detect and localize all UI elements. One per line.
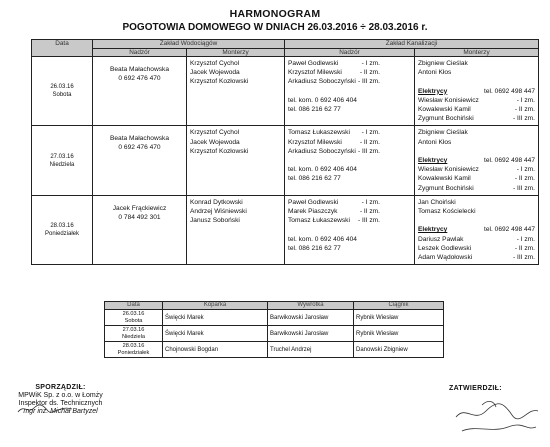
equipment-row [105,310,444,326]
handwritten-signature-right [452,397,542,437]
woda-nadzor-line: 0 692 476 470 [118,75,161,82]
elektryk-role: - III zm. [513,184,536,192]
document-title: HARMONOGRAM [229,8,321,20]
equipment-koparka: Święcki Marek [163,326,268,342]
elektryk-name: Zygmunt Bochiński [418,115,474,123]
header-kan-monterzy: Monterzy [415,49,539,57]
header-wywrotka: Wywrotka [268,302,354,310]
elektryk-name: Zygmunt Bochiński [418,184,474,192]
header-ciagnik: Ciągnik [354,302,444,310]
header-zaklad-wodociagow: Zakład Wodociągów [93,40,285,49]
kan-nadzor-item [288,216,380,225]
kan-nadzor-cell [285,57,415,126]
elektrycy-telefon: tel. 0692 498 447 [484,87,536,95]
elektryk-name: Kowalewski Kamil [418,175,471,183]
woda-monter: Andrzej Wiśniewski [190,208,247,216]
woda-monter: Krzysztof Kozłowski [190,78,249,86]
elektryk-name: Wiesław Konisiewicz [418,166,479,174]
equipment-koparka: Chojnowski Bogdan [163,342,268,358]
schedule-date: 26.03.16 [50,84,74,91]
woda-nadzor-line: Beata Małachowska [109,135,169,143]
kan-monter: Tomasz Kościelecki [418,208,476,216]
kan-nadzor-name: Arkadiusz Soboczyński [288,78,356,86]
equipment-date: 28.03.16 [122,343,145,349]
equipment-wywrotka: Barwikowski Jarosław [268,326,354,342]
elektryk-role: - II zm. [514,175,536,183]
signature-left-heading: SPORZĄDZIŁ: [35,384,86,391]
kan-nadzor-role: - II zm. [359,208,380,216]
kan-nadzor-item [288,207,380,216]
schedule-row [32,195,539,264]
schedule-date-cell [32,57,93,126]
woda-monter: Krzysztof Cychol [190,60,240,67]
kan-telefon: tel. kom. 0 692 406 404 [288,166,357,174]
equipment-wywrotka: Barwikowski Jarosław [268,310,354,326]
equipment-koparka: Święcki Marek [163,310,268,326]
kan-nadzor-name: Krzysztof Milewski [288,69,342,77]
kan-monter: Antoni Kłos [418,138,452,146]
woda-nadzor-line: 0 692 476 470 [118,144,161,152]
equipment-ciagnik: Danowski Zbigniew [354,342,444,358]
header-koparka: Koparka [163,302,268,310]
kan-nadzor-item [288,138,380,147]
elektryk-role: - I zm. [516,235,536,243]
kan-telefon: tel. 086 216 62 77 [288,106,341,113]
woda-monter: Krzysztof Kozłowski [190,147,249,155]
schedule-date: 28.03.16 [50,223,74,230]
signature-right-heading: ZATWIERDZIŁ: [449,385,502,392]
elektryk-role: - I zm. [516,96,536,104]
kan-monterzy-cell [415,126,539,195]
equipment-row [105,342,444,358]
elektryk-name: Wiesław Konisiewicz [418,96,479,104]
kan-nadzor-name: Paweł Godlewski [288,60,339,67]
woda-nadzor-cell [93,195,187,264]
elektrycy-header [418,156,535,165]
elektryk-item [418,244,535,253]
kan-nadzor-name: Marek Piaszczyk [288,208,338,216]
elektryk-item [418,165,535,174]
elektrycy-telefon: tel. 0692 498 447 [484,157,536,164]
kan-telefon: tel. 086 216 62 77 [288,175,341,183]
signature-left-line1: MPWiK Sp. z o.o. w Łomży [18,392,103,399]
header-woda-nadzor: Nadzór [93,49,187,57]
kan-nadzor-role: - II zm. [359,138,380,146]
kan-nadzor-item [288,147,380,156]
header-woda-monterzy: Monterzy [187,49,285,57]
equipment-row [105,326,444,342]
header-kan-nadzor: Nadzór [285,49,415,57]
elektryk-role: - II zm. [514,244,536,252]
elektrycy-label: Elektrycy [418,226,448,234]
elektryk-item [418,105,535,114]
elektryk-role: - II zm. [514,106,536,113]
kan-nadzor-item [288,59,380,68]
elektrycy-header [418,225,535,234]
equipment-date: 26.03.16 [122,311,145,317]
kan-monter: Jan Choiński [418,198,456,206]
schedule-dayname: Poniedziałek [44,231,80,238]
kan-monterzy-cell [415,195,539,264]
elektryk-name: Kowalewski Kamil [418,106,471,113]
schedule-row [32,57,539,126]
equipment-day: Niedziela [121,333,145,340]
handwritten-signature-left [16,402,76,416]
elektryk-item [418,174,535,183]
woda-nadzor-line: Beata Małachowska [109,66,169,73]
equipment-date-cell [105,342,163,358]
document-subtitle: POGOTOWIA DOMOWEGO W DNIACH 26.03.2016 ÷ 28.03.2016 r. [122,22,428,33]
equipment-ciagnik: Rybnik Wiesław [354,310,444,326]
elektryk-name: Leszek Godlewski [418,244,472,252]
woda-monter: Jacek Wojewoda [190,69,240,77]
kan-telefon: tel. kom. 0 692 406 404 [288,235,357,243]
schedule-date: 27.03.16 [50,153,74,160]
equipment-date-cell [105,326,163,342]
kan-nadzor-role: - III zm. [358,217,380,225]
signature-block-left [8,384,113,416]
kan-nadzor-cell [285,195,415,264]
elektryk-item [418,184,535,193]
woda-monter: Konrad Dytkowski [190,198,243,206]
kan-nadzor-name: Paweł Godlewski [288,198,339,206]
kan-nadzor-name: Tomasz Łukaszewski [288,129,350,137]
kan-nadzor-name: Krzysztof Milewski [288,138,342,146]
elektryk-item [418,253,535,262]
equipment-wywrotka: Truchel Andrzej [268,342,354,358]
header-small-data: Data [105,302,163,310]
elektryk-role: - I zm. [516,166,536,174]
elektryk-item [418,235,535,244]
woda-monterzy-cell [187,57,285,126]
kan-nadzor-item [288,128,380,137]
equipment-date-cell [105,310,163,326]
woda-monter: Krzysztof Cychol [190,129,240,137]
elektryk-role: - III zm. [513,115,536,123]
kan-monter: Zbigniew Cieślak [418,60,468,67]
elektryk-role: - III zm. [513,254,536,262]
elektrycy-telefon: tel. 0692 498 447 [484,226,536,234]
kan-nadzor-role: - I zm. [361,60,380,67]
woda-nadzor-line: 0 784 492 301 [118,213,161,221]
elektryk-item [418,96,535,105]
woda-monter: Janusz Soboński [190,217,240,225]
kan-monter: Antoni Kłos [418,69,452,77]
signature-left-line2: Inspektor ds. Technicznych [18,400,103,407]
kan-telefon: tel. kom. 0 692 406 404 [288,96,357,104]
schedule-dayname: Sobota [52,92,72,99]
kan-nadzor-item [288,198,380,207]
elektrycy-label: Elektrycy [418,157,448,164]
kan-nadzor-role: - I zm. [361,198,380,206]
kan-nadzor-name: Tomasz Łukaszewski [288,217,350,225]
woda-nadzor-line: Jacek Frąckiewicz [112,204,167,212]
kan-nadzor-role: - III zm. [358,147,380,155]
kan-nadzor-name: Arkadiusz Soboczyński [288,147,356,155]
woda-nadzor-cell [93,57,187,126]
equipment-table [104,301,444,358]
woda-monterzy-cell [187,126,285,195]
elektrycy-label: Elektrycy [418,87,448,95]
schedule-date-cell [32,195,93,264]
elektryk-item [418,114,535,123]
equipment-date: 27.03.16 [122,327,145,333]
schedule-date-cell [32,126,93,195]
kan-nadzor-role: - III zm. [358,78,380,86]
woda-nadzor-cell [93,126,187,195]
woda-monter: Jacek Wojewoda [190,138,240,146]
kan-monter: Zbigniew Cieślak [418,129,468,137]
kan-nadzor-cell [285,126,415,195]
kan-nadzor-role: - II zm. [359,69,380,77]
elektryk-name: Adam Wądołowski [418,254,473,262]
kan-monterzy-cell [415,57,539,126]
header-date: Data [32,40,93,57]
elektrycy-header [418,87,535,96]
kan-nadzor-item [288,77,380,86]
equipment-day: Poniedziałek [117,349,150,356]
signature-left-line3: mgr inż. Michał Bartyzel [23,408,98,415]
equipment-ciagnik: Rybnik Wiesław [354,326,444,342]
kan-telefon: tel. 086 216 62 77 [288,244,341,252]
schedule-row [32,126,539,195]
main-schedule-table [31,39,539,265]
equipment-day: Sobota [124,317,143,324]
kan-nadzor-item [288,68,380,77]
elektryk-name: Dariusz Pawlak [418,235,464,243]
kan-nadzor-role: - I zm. [361,129,380,137]
woda-monterzy-cell [187,195,285,264]
schedule-dayname: Niedziela [49,161,75,168]
header-zaklad-kanalizacji: Zakład Kanalizacji [285,40,539,49]
